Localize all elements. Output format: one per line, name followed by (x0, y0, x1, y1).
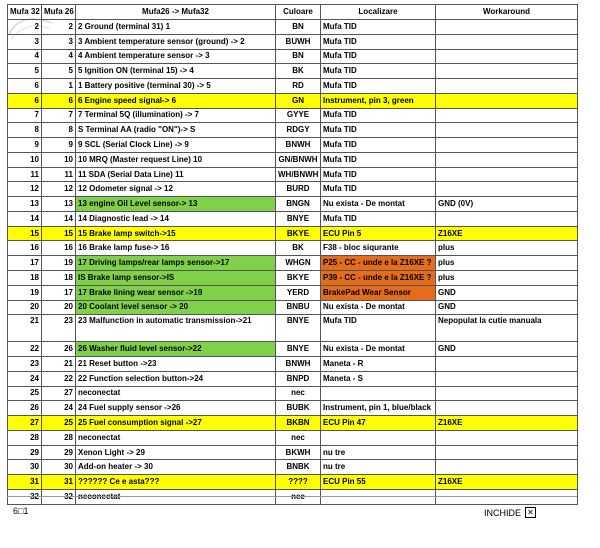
cell-localizare: ECU Pin 47 (321, 416, 436, 431)
cell-culoare: WH/BNWH (276, 167, 321, 182)
cell-workaround (436, 211, 578, 226)
cell-workaround: Z16XE (436, 416, 578, 431)
cell-mapping: neconectat (76, 430, 276, 445)
cell-workaround: Z16XE (436, 226, 578, 241)
cell-mufa26: 19 (42, 256, 76, 271)
cell-workaround (436, 34, 578, 49)
cell-mapping: S Terminal AA (radio "ON")-> S (76, 123, 276, 138)
table-row (8, 430, 578, 445)
cell-mufa32: 6 (8, 79, 42, 94)
cell-mufa32: 18 (8, 271, 42, 286)
cell-mufa26: 22 (42, 371, 76, 386)
cell-mufa32: 28 (8, 430, 42, 445)
cell-mufa26: 9 (42, 138, 76, 153)
cell-mufa26: 32 (42, 489, 76, 504)
cell-culoare: BKWH (276, 445, 321, 460)
cell-workaround (436, 445, 578, 460)
cell-mufa32: 8 (8, 123, 42, 138)
cell-localizare: Nu exista - De montat (321, 342, 436, 357)
cell-workaround: plus (436, 241, 578, 256)
cell-workaround (436, 371, 578, 386)
cell-culoare: YERD (276, 285, 321, 300)
table-row (8, 93, 578, 108)
cell-workaround (436, 357, 578, 372)
cell-localizare: Instrument, pin 1, blue/black (321, 401, 436, 416)
cell-mapping: 11 SDA (Serial Data Line) 11 (76, 167, 276, 182)
table-row (8, 34, 578, 49)
cell-culoare: WHGN (276, 256, 321, 271)
cell-culoare: BNGN (276, 197, 321, 212)
cell-mapping: 17 Driving lamps/rear lamps sensor->17 (76, 256, 276, 271)
table-row (8, 182, 578, 197)
table-row (8, 241, 578, 256)
cell-mufa26: 16 (42, 241, 76, 256)
cell-mufa32: 19 (8, 285, 42, 300)
cell-culoare: BK (276, 241, 321, 256)
cell-mufa26: 3 (42, 34, 76, 49)
cell-mufa26: 24 (42, 401, 76, 416)
cell-culoare: BNBK (276, 460, 321, 475)
cell-culoare: BNYE (276, 342, 321, 357)
cell-mufa26: 6 (42, 93, 76, 108)
cell-workaround: plus (436, 271, 578, 286)
cell-mapping: 4 Ambient temperature sensor -> 3 (76, 49, 276, 64)
table-row (8, 445, 578, 460)
cell-mapping: 17 Brake lining wear sensor ->19 (76, 285, 276, 300)
cell-mapping: 1 Battery positive (terminal 30) -> 5 (76, 79, 276, 94)
cell-mapping: 6 Engine speed signal-> 6 (76, 93, 276, 108)
cell-mufa26: 26 (42, 342, 76, 357)
cell-culoare: BNYE (276, 315, 321, 342)
cell-mufa26: 1 (42, 79, 76, 94)
cell-localizare: Mufa TID (321, 20, 436, 35)
cell-mufa32: 9 (8, 138, 42, 153)
cell-mapping: 10 MRQ (Master request Line) 10 (76, 152, 276, 167)
cell-culoare: GYYE (276, 108, 321, 123)
cell-mufa32: 23 (8, 357, 42, 372)
cell-mufa32: 3 (8, 34, 42, 49)
cell-workaround (436, 20, 578, 35)
cell-culoare: BNWH (276, 357, 321, 372)
cell-mufa26: 18 (42, 271, 76, 286)
cell-workaround (436, 386, 578, 401)
table-header-row (8, 5, 578, 20)
cell-mufa32: 25 (8, 386, 42, 401)
cell-culoare: nec (276, 489, 321, 504)
cell-localizare: Mufa TID (321, 182, 436, 197)
cell-localizare: Mufa TID (321, 123, 436, 138)
cell-mapping: neconectat (76, 386, 276, 401)
cell-mapping: 13 engine Oil Level sensor-> 13 (76, 197, 276, 212)
cell-workaround (436, 64, 578, 79)
cell-workaround (436, 93, 578, 108)
cell-culoare: nec (276, 386, 321, 401)
cell-mufa32: 5 (8, 64, 42, 79)
cell-mufa32: 14 (8, 211, 42, 226)
header-mufa32: Mufa 32 (8, 5, 42, 20)
cell-mufa26: 17 (42, 285, 76, 300)
cell-culoare: BNYE (276, 211, 321, 226)
cell-mufa32: 29 (8, 445, 42, 460)
table-row (8, 79, 578, 94)
cell-mufa32: 10 (8, 152, 42, 167)
table-row (8, 108, 578, 123)
cell-mapping: Xenon Light -> 29 (76, 445, 276, 460)
cell-workaround (436, 123, 578, 138)
cell-mapping: Add-on heater -> 30 (76, 460, 276, 475)
cell-mufa26: 30 (42, 460, 76, 475)
cell-mapping: 25 Fuel consumption signal ->27 (76, 416, 276, 431)
close-label[interactable]: INCHIDE (484, 507, 522, 518)
cell-workaround: GND (436, 285, 578, 300)
cell-localizare: P25 - CC - unde e la Z16XE ? (321, 256, 436, 271)
cell-localizare: Nu exista - De montat (321, 300, 436, 315)
cell-mufa32: 6 (8, 93, 42, 108)
cell-workaround: GND (436, 300, 578, 315)
cell-mapping: neconectat (76, 489, 276, 504)
cell-workaround (436, 138, 578, 153)
header-mapping: Mufa26 -> Mufa32 (76, 5, 276, 20)
cell-mapping: 12 Odometer signal -> 12 (76, 182, 276, 197)
cell-workaround (436, 49, 578, 64)
cell-mufa26: 4 (42, 49, 76, 64)
cell-culoare: BUBK (276, 401, 321, 416)
table-row (8, 401, 578, 416)
cell-localizare: Instrument, pin 3, green (321, 93, 436, 108)
cell-culoare: BNWH (276, 138, 321, 153)
pinout-table (7, 4, 578, 505)
cell-localizare: Mufa TID (321, 211, 436, 226)
cell-mufa32: 24 (8, 371, 42, 386)
cell-mapping: 20 Coolant level sensor -> 20 (76, 300, 276, 315)
header-workaround: Workaround (436, 5, 578, 20)
cell-localizare: Nu exista - De montat (321, 197, 436, 212)
cell-mufa26: 27 (42, 386, 76, 401)
cell-workaround (436, 182, 578, 197)
table-row (8, 357, 578, 372)
cell-workaround: Nepopulat la cutie manuala (436, 315, 578, 342)
cell-localizare: nu tre (321, 460, 436, 475)
cell-localizare: Mufa TID (321, 34, 436, 49)
cell-culoare: BN (276, 49, 321, 64)
cell-culoare: nec (276, 430, 321, 445)
cell-localizare: Mufa TID (321, 108, 436, 123)
cell-mufa26: 13 (42, 197, 76, 212)
cell-mufa26: 31 (42, 475, 76, 490)
cell-culoare: ???? (276, 475, 321, 490)
cell-mufa32: 22 (8, 342, 42, 357)
header-mufa26: Mufa 26 (42, 5, 76, 20)
table-row (8, 152, 578, 167)
table-row (8, 315, 578, 342)
cell-workaround: Z16XE (436, 475, 578, 490)
cell-workaround (436, 167, 578, 182)
cell-mapping: 14 Diagnostic lead -> 14 (76, 211, 276, 226)
table-row (8, 386, 578, 401)
cell-mufa26: 21 (42, 357, 76, 372)
cell-mufa32: 27 (8, 416, 42, 431)
cell-mapping: 21 Reset button ->23 (76, 357, 276, 372)
cell-workaround (436, 79, 578, 94)
cell-workaround (436, 152, 578, 167)
cell-culoare: BN (276, 20, 321, 35)
cell-mapping: 22 Function selection button->24 (76, 371, 276, 386)
cell-mufa32: 16 (8, 241, 42, 256)
cell-mufa32: 12 (8, 182, 42, 197)
cell-mufa32: 32 (8, 489, 42, 504)
cell-mufa26: 5 (42, 64, 76, 79)
table-row (8, 460, 578, 475)
cell-mufa26: 20 (42, 300, 76, 315)
table-row (8, 300, 578, 315)
cell-mufa26: 10 (42, 152, 76, 167)
cell-culoare: BK (276, 64, 321, 79)
cell-workaround (436, 460, 578, 475)
cell-mufa32: 17 (8, 256, 42, 271)
table-row (8, 342, 578, 357)
cell-localizare: Mufa TID (321, 138, 436, 153)
cell-mufa32: 30 (8, 460, 42, 475)
cell-mufa26: 11 (42, 167, 76, 182)
table-row (8, 271, 578, 286)
cell-culoare: BNBU (276, 300, 321, 315)
cell-mapping: 7 Terminal 5Q (illumination) -> 7 (76, 108, 276, 123)
cell-localizare: nu tre (321, 445, 436, 460)
cell-localizare: Mufa TID (321, 315, 436, 342)
cell-mufa26: 28 (42, 430, 76, 445)
cell-localizare (321, 430, 436, 445)
cell-workaround (436, 430, 578, 445)
table-row (8, 211, 578, 226)
cell-culoare: RDGY (276, 123, 321, 138)
table-row (8, 416, 578, 431)
cell-localizare: Mufa TID (321, 49, 436, 64)
cell-mufa26: 7 (42, 108, 76, 123)
table-row (8, 285, 578, 300)
cell-culoare: GN (276, 93, 321, 108)
table-row (8, 371, 578, 386)
cell-mufa26: 2 (42, 20, 76, 35)
cell-mufa26: 15 (42, 226, 76, 241)
close-icon[interactable]: ✕ (525, 507, 536, 518)
cell-mufa32: 20 (8, 300, 42, 315)
header-localizare: Localizare (321, 5, 436, 20)
cell-workaround: plus (436, 256, 578, 271)
cell-culoare: BKBN (276, 416, 321, 431)
cell-mufa32: 11 (8, 167, 42, 182)
cell-localizare: Mufa TID (321, 64, 436, 79)
cell-localizare: F38 - bloc siqurante (321, 241, 436, 256)
table-row (8, 20, 578, 35)
cell-mufa26: 12 (42, 182, 76, 197)
cell-localizare: Mufa TID (321, 79, 436, 94)
cell-mufa32: 2 (8, 20, 42, 35)
cell-mapping: 3 Ambient temperature sensor (ground) -> 2 (76, 34, 276, 49)
cell-mapping: 9 SCL (Serial Clock Line) -> 9 (76, 138, 276, 153)
cell-culoare: RD (276, 79, 321, 94)
cell-mapping: 26 Washer fluid level sensor->22 (76, 342, 276, 357)
cell-localizare: Mufa TID (321, 167, 436, 182)
cell-workaround (436, 401, 578, 416)
cell-workaround: GND (436, 342, 578, 357)
cell-localizare: BrakePad Wear Sensor (321, 285, 436, 300)
cell-culoare: BUWH (276, 34, 321, 49)
table-row (8, 475, 578, 490)
cell-culoare: BNPD (276, 371, 321, 386)
table-row (8, 197, 578, 212)
cell-mapping: IS Brake lamp sensor->IS (76, 271, 276, 286)
table-row (8, 123, 578, 138)
table-row (8, 256, 578, 271)
header-culoare: Culoare (276, 5, 321, 20)
table-row (8, 49, 578, 64)
cell-localizare (321, 386, 436, 401)
cell-workaround: GND (0V) (436, 197, 578, 212)
cell-mapping: 23 Malfunction in automatic transmission->21 (76, 315, 276, 342)
cell-localizare: ECU Pin 55 (321, 475, 436, 490)
table-row (8, 167, 578, 182)
cell-mufa32: 7 (8, 108, 42, 123)
page-indicator: 6□1 (13, 506, 29, 516)
cell-mufa32: 4 (8, 49, 42, 64)
table-row (8, 138, 578, 153)
cell-mufa32: 21 (8, 315, 42, 342)
cell-mapping: 2 Ground (terminal 31) 1 (76, 20, 276, 35)
cell-localizare: ECU Pin 5 (321, 226, 436, 241)
cell-culoare: BKYE (276, 226, 321, 241)
table-row (8, 226, 578, 241)
cell-culoare: BURD (276, 182, 321, 197)
cell-mufa32: 31 (8, 475, 42, 490)
cell-mufa26: 25 (42, 416, 76, 431)
cell-localizare: Maneta - R (321, 357, 436, 372)
close-button[interactable] (484, 507, 536, 518)
cell-mapping: 15 Brake lamp switch->15 (76, 226, 276, 241)
cell-mapping: ?????? Ce e asta??? (76, 475, 276, 490)
cell-mufa26: 23 (42, 315, 76, 342)
cell-mufa26: 29 (42, 445, 76, 460)
cell-mufa26: 14 (42, 211, 76, 226)
cell-mapping: 5 Ignition ON (terminal 15) -> 4 (76, 64, 276, 79)
cell-culoare: GN/BNWH (276, 152, 321, 167)
cell-mufa32: 13 (8, 197, 42, 212)
cell-localizare: Maneta - S (321, 371, 436, 386)
cell-mufa32: 26 (8, 401, 42, 416)
cell-culoare: BKYE (276, 271, 321, 286)
cell-workaround (436, 108, 578, 123)
cell-mapping: 16 Brake lamp fuse-> 16 (76, 241, 276, 256)
table-row (8, 64, 578, 79)
cell-localizare: P39 - CC - unde e la Z16XE ? (321, 271, 436, 286)
cell-mapping: 24 Fuel supply sensor ->26 (76, 401, 276, 416)
table-body (8, 20, 578, 505)
cell-mufa26: 8 (42, 123, 76, 138)
cell-mufa32: 15 (8, 226, 42, 241)
cell-localizare: Mufa TID (321, 152, 436, 167)
footer-divider (7, 496, 577, 497)
